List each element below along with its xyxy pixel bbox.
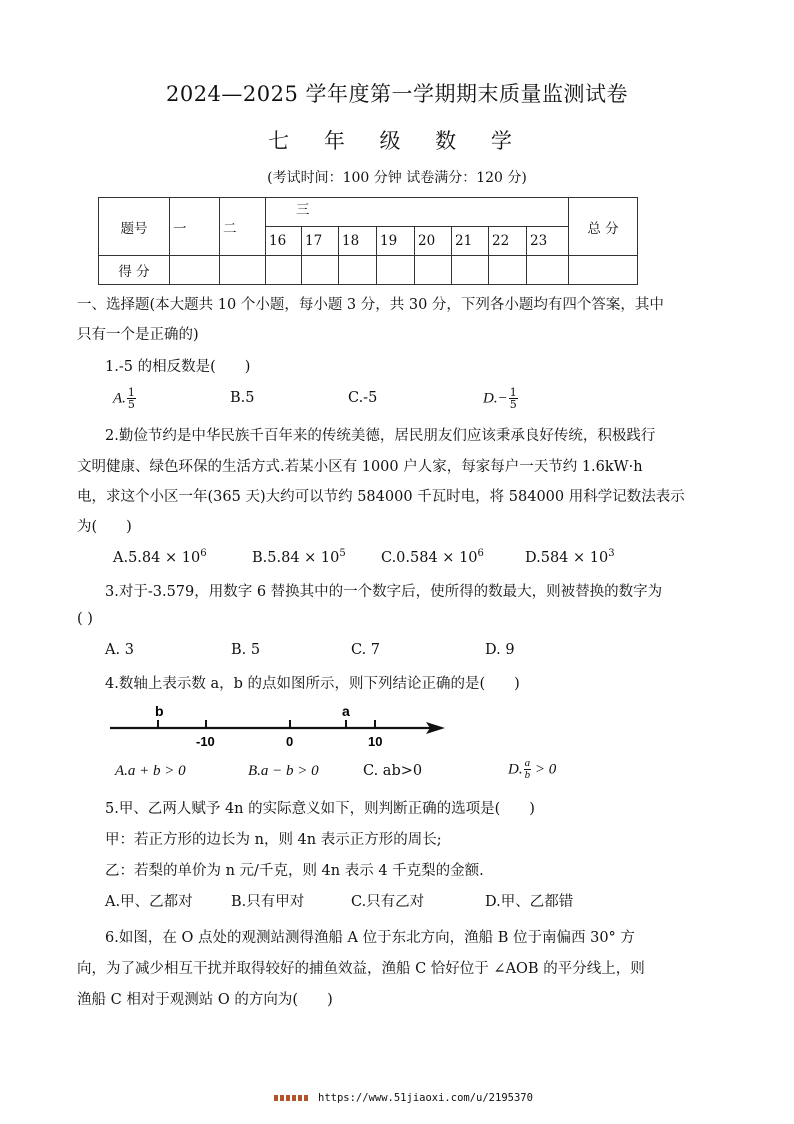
score-table-sub-col: 16 [266, 227, 302, 256]
score-cell-20[interactable] [415, 256, 452, 285]
score-table-label-question: 题号 [99, 198, 170, 256]
section1-heading-line2: 只有一个是正确的) [77, 327, 199, 343]
watermark-logo-icon [274, 1095, 310, 1101]
section1-heading-line1: 一、选择题(本大题共 10 个小题，每小题 3 分，共 30 分，下列各小题均有四个答案，其中 [77, 297, 664, 313]
q1-option-d[interactable]: D.− $\frac{1}{5}$ [483, 386, 517, 411]
q3-line1: 3.对于-3.579，用数字 6 替换其中的一个数字后，使所得的数最大，则被替换的数字为 [105, 584, 663, 600]
score-cell-22[interactable] [489, 256, 527, 285]
number-line-tick-label-0: 0 [286, 734, 294, 749]
score-cell-16[interactable] [266, 256, 302, 285]
score-cell-18[interactable] [339, 256, 377, 285]
number-line-figure [100, 698, 460, 750]
number-line-label-b: b [155, 703, 164, 719]
q4-option-b[interactable]: B.a − b > 0 [248, 763, 319, 779]
score-table-sub-col: 18 [339, 227, 377, 256]
q4-option-d[interactable]: D. $\frac{a}{b}$ > 0 [508, 757, 557, 781]
score-cell-21[interactable] [452, 256, 489, 285]
score-table-sub-col: 19 [377, 227, 415, 256]
footer-url[interactable]: https://www.51jiaoxi.com/u/2195370 [318, 1092, 533, 1104]
score-cell-19[interactable] [377, 256, 415, 285]
q2-line2: 文明健康、绿色环保的生活方式.若某小区有 1000 户人家，每家每户一天节约 1.6kW·h [77, 459, 643, 475]
score-table-sub-col: 21 [452, 227, 489, 256]
score-table-sub-col: 22 [489, 227, 527, 256]
q6-line3: 渔船 C 相对于观测站 O 的方向为( ) [77, 992, 333, 1008]
score-cell-1[interactable] [170, 256, 220, 285]
score-table-sub-col: 20 [415, 227, 452, 256]
q5-jia: 甲：若正方形的边长为 n，则 4n 表示正方形的周长; [105, 832, 442, 848]
score-cell-total[interactable] [569, 256, 638, 285]
exam-subtitle: 七 年 级 数 学 [268, 129, 526, 153]
score-cell-23[interactable] [527, 256, 569, 285]
score-table-col-2: 二 [220, 198, 266, 256]
q3-line2: ( ) [77, 611, 93, 627]
q5-stem: 5.甲、乙两人赋予 4n 的实际意义如下，则判断正确的选项是( ) [105, 801, 535, 817]
q1-option-a-fraction: $\frac{1}{5}$ [127, 386, 135, 411]
q5-option-c[interactable]: C.只有乙对 [351, 894, 425, 910]
q1-stem: 1.-5 的相反数是( ) [105, 359, 251, 375]
q4-option-c[interactable]: C. ab>0 [363, 763, 423, 779]
q5-option-d[interactable]: D.甲、乙都错 [485, 894, 574, 910]
exam-title: 2024—2025 学年度第一学期期末质量监测试卷 [165, 82, 629, 106]
q1-option-d-label: D. [483, 390, 498, 407]
number-line-label-a: a [342, 703, 350, 719]
q4-option-a[interactable]: A.a + b > 0 [115, 763, 186, 779]
q3-option-a[interactable]: A. 3 [105, 642, 134, 658]
q6-line1: 6.如图，在 O 点处的观测站测得渔船 A 位于东北方向，渔船 B 位于南偏西 30° 方 [105, 930, 635, 946]
footer [274, 1092, 533, 1104]
q5-yi: 乙：若梨的单价为 n 元/千克，则 4n 表示 4 千克梨的金额. [105, 863, 484, 879]
score-cell-2[interactable] [220, 256, 266, 285]
q5-option-a[interactable]: A.甲、乙都对 [105, 894, 193, 910]
q3-option-b[interactable]: B. 5 [231, 642, 261, 658]
q2-line3: 电，求这个小区一年(365 天)大约可以节约 584000 千瓦时电，将 584000 用科学记数法表示 [77, 489, 685, 505]
score-table-label-total: 总 分 [569, 198, 638, 256]
score-table [98, 197, 638, 285]
q1-option-b[interactable]: B.5 [230, 390, 255, 406]
q3-option-c[interactable]: C. 7 [351, 642, 381, 658]
q3-option-d[interactable]: D. 9 [485, 642, 515, 658]
q6-line2: 向，为了减少相互干扰并取得较好的捕鱼效益，渔船 C 恰好位于 ∠AOB 的平分线上，则 [77, 961, 645, 977]
q4-stem: 4.数轴上表示数 a，b 的点如图所示，则下列结论正确的是( ) [105, 676, 520, 692]
score-cell-17[interactable] [302, 256, 339, 285]
q2-option-d[interactable]: $D.584 \times 10^3$ [525, 548, 615, 566]
number-line-tick-label-10: 10 [368, 734, 383, 749]
score-table-col-3: 三 [266, 198, 569, 227]
exam-info: (考试时间：100 分钟 试卷满分：120 分) [267, 170, 527, 186]
score-table-col-1: 一 [170, 198, 220, 256]
q1-option-d-fraction: $\frac{1}{5}$ [509, 386, 517, 411]
q1-option-c[interactable]: C.-5 [348, 390, 378, 406]
q2-line4: 为( ) [77, 519, 132, 535]
score-table-label-score: 得 分 [99, 256, 170, 285]
q2-option-a[interactable]: $A.5.84 \times 10^6$ [113, 548, 207, 566]
number-line-tick-label-m10: -10 [196, 734, 215, 749]
q1-option-a[interactable] [113, 387, 136, 410]
q5-option-b[interactable]: B.只有甲对 [231, 894, 305, 910]
q2-option-c[interactable]: $C.0.584 \times 10^6$ [381, 548, 484, 566]
score-table-sub-col: 17 [302, 227, 339, 256]
q4-option-d-fraction: $\frac{a}{b}$ [524, 757, 531, 781]
q2-line1: 2.勤俭节约是中华民族千百年来的传统美德，居民朋友们应该秉承良好传统，积极践行 [105, 428, 656, 444]
q1-option-a-label: A. [113, 390, 126, 407]
q2-option-b[interactable]: $B.5.84 \times 10^5$ [252, 548, 346, 566]
score-table-sub-col: 23 [527, 227, 569, 256]
